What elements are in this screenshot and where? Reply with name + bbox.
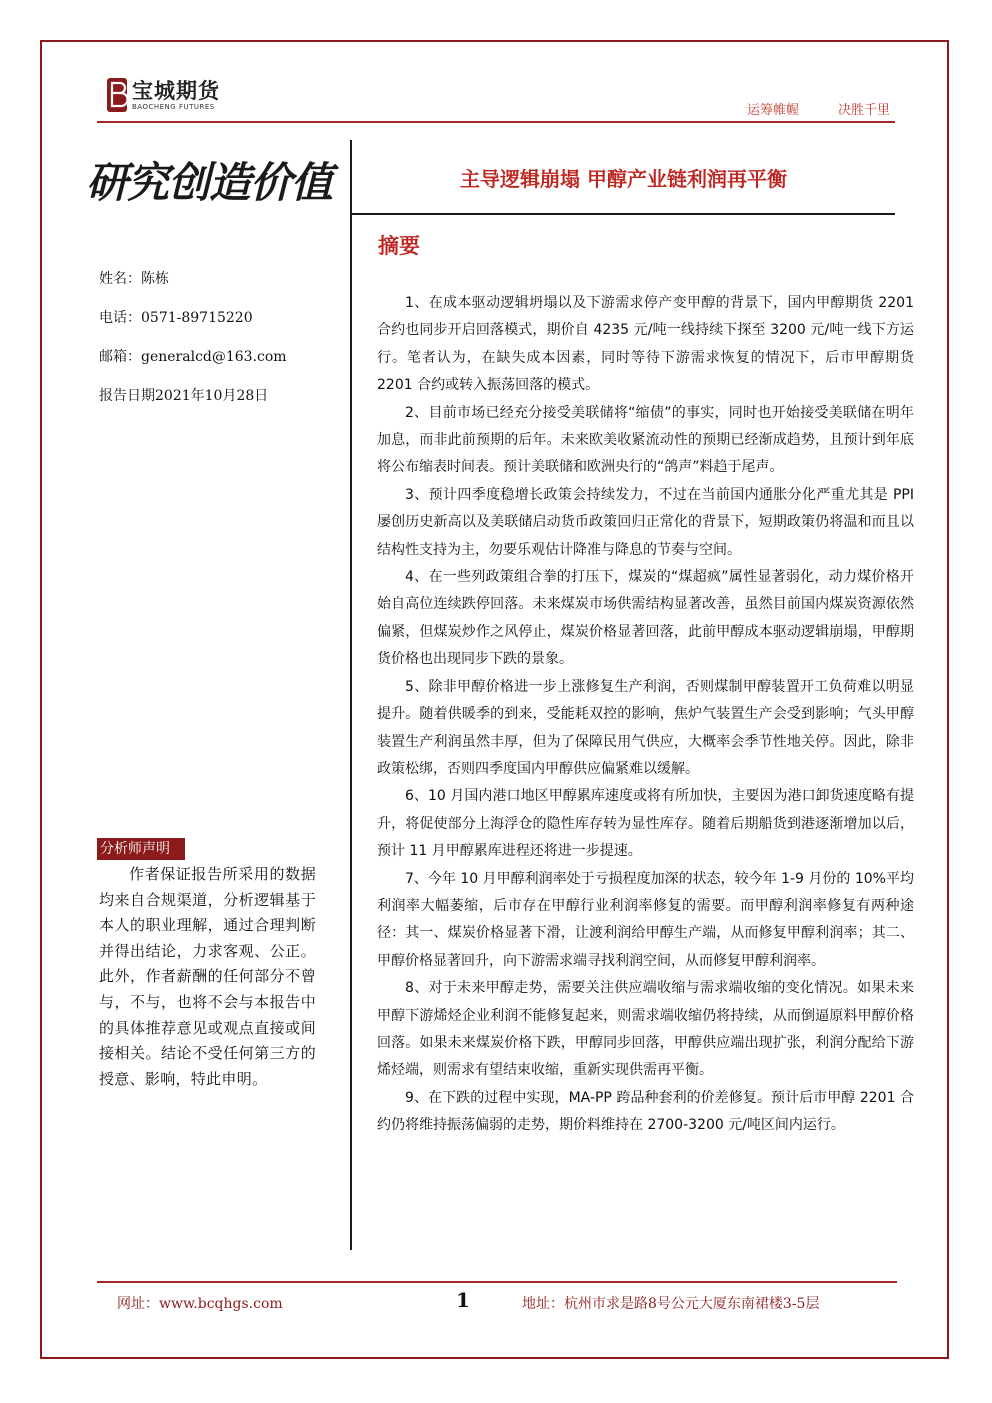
slogan-left: 运筹帷幄: [747, 103, 800, 118]
header-divider: [97, 121, 895, 123]
slogan-right: 决胜千里: [838, 103, 891, 118]
logo-name-en: BAOCHENG FUTURES: [132, 102, 215, 111]
summary-body: [377, 290, 914, 1140]
footer-website[interactable]: 网址：www.bcqhgs.com: [117, 1296, 283, 1312]
summary-paragraph-1: 1、在成本驱动逻辑坍塌以及下游需求停产变甲醇的背景下，国内甲醇期货 2201 合约也同步开启回落模式，期价自 4235 元/吨一线持续下探至 3200 元/吨一线下方运行。笔者认为，在缺失成本因素，同时等待下游需求恢复的情况下，后市甲醇期货 2201 合约或转入振荡回落的模式。: [377, 295, 914, 394]
logo-name-cn: 宝城期货: [132, 77, 220, 103]
author-name: 姓名：陈栋: [99, 271, 169, 287]
footer-divider: [97, 1281, 897, 1283]
declaration-text: 作者保证报告所采用的数据均来自合规渠道，分析逻辑基于本人的职业理解，通过合理判断并得出结论，力求客观、公正。此外，作者薪酬的任何部分不曾与，不与，也将不会与本报告中的具体推荐意见或观点直接或间接相关。结论不受任何第三方的授意、影响，特此申明。: [99, 865, 316, 1088]
footer-address: 地址：杭州市求是路8号公元大厦东南裙楼3-5层: [522, 1296, 820, 1312]
report-title: 主导逻辑崩塌 甲醇产业链利润再平衡: [460, 167, 787, 191]
summary-paragraph-5: 5、除非甲醇价格进一步上涨修复生产利润，否则煤制甲醇装置开工负荷难以明显提升。随着供暖季的到来，受能耗双控的影响，焦炉气装置生产会受到影响；气头甲醇装置生产利润虽然丰厚，但为了保障民用气供应，大概率会季节性地关停。因此，除非政策松绑，否则四季度国内甲醇供应偏紧难以缓解。: [377, 678, 914, 777]
author-phone: 电话：0571-89715220: [99, 310, 253, 326]
author-email: 邮箱：generalcd@163.com: [99, 349, 287, 365]
summary-paragraph-4: 4、在一些列政策组合拳的打压下，煤炭的“煤超疯”属性显著弱化，动力煤价格开始自高位连续跌停回落。未来煤炭市场供需结构显著改善，虽然目前国内煤炭资源依然偏紧，但煤炭炒作之风停止，煤炭价格显著回落，此前甲醇成本驱动逻辑崩塌，甲醇期货价格也出现同步下跌的景象。: [377, 569, 914, 668]
page-number: 1: [456, 1288, 470, 1312]
summary-heading: 摘要: [378, 234, 420, 258]
company-logo: [106, 75, 220, 115]
baocheng-logo-icon: [106, 77, 128, 113]
summary-paragraph-3: 3、预计四季度稳增长政策会持续发力，不过在当前国内通胀分化严重尤其是 PPI 屡创历史新高以及美联储启动货币政策回归正常化的背景下，短期政策仍将温和而且以结构性支持为主，勿要乐观估计降准与降息的节奏与空间。: [377, 486, 914, 558]
declaration-heading: 分析师声明: [97, 838, 185, 860]
column-divider: [350, 140, 352, 1250]
title-underline: [352, 213, 895, 215]
summary-paragraph-8: 8、对于未来甲醇走势，需要关注供应端收缩与需求端收缩的变化情况。如果未来甲醇下游烯烃企业利润不能修复起来，则需求端收缩仍将持续，从而倒逼原料甲醇价格回落。如果未来煤炭价格下跌，甲醇同步回落，甲醇供应端出现扩张，利润分配给下游烯烃端，则需求有望结束收缩，重新实现供需再平衡。: [377, 980, 914, 1079]
summary-paragraph-9: 9、在下跌的过程中实现，MA-PP 跨品种套利的价差修复。预计后市甲醇 2201 合约仍将维持振荡偏弱的走势，期价料维持在 2700-3200 元/吨区间内运行。: [377, 1089, 914, 1134]
motto-calligraphy: 研究创造价值: [86, 158, 333, 207]
summary-paragraph-7: 7、今年 10 月甲醇利润率处于亏损程度加深的状态，较今年 1-9 月份的 10%平均利润率大幅萎缩，后市存在甲醇行业利润率修复的需要。而甲醇利润率修复有两种途径：其一、煤炭价格显著下滑，让渡利润给甲醇生产端，从而修复甲醇利润率；其二、甲醇价格显著回升，向下游需求端寻找利润空间，从而修复甲醇利润率。: [377, 870, 914, 969]
summary-paragraph-2: 2、目前市场已经充分接受美联储将“缩债”的事实，同时也开始接受美联储在明年加息，而非此前预期的后年。未来欧美收紧流动性的预期已经渐成趋势，且预计到年底将公布缩表时间表。预计美联储和欧洲央行的“鸽声”料趋于尾声。: [377, 404, 914, 476]
summary-paragraph-6: 6、10 月国内港口地区甲醇累库速度或将有所加快，主要因为港口卸货速度略有提升，将促使部分上海浮仓的隐性库存转为显性库存。随着后期船货到港逐渐增加以后，预计 11 月甲醇累库进程还将进一步提速。: [377, 788, 914, 860]
report-date: 报告日期2021年10月28日: [99, 388, 269, 404]
